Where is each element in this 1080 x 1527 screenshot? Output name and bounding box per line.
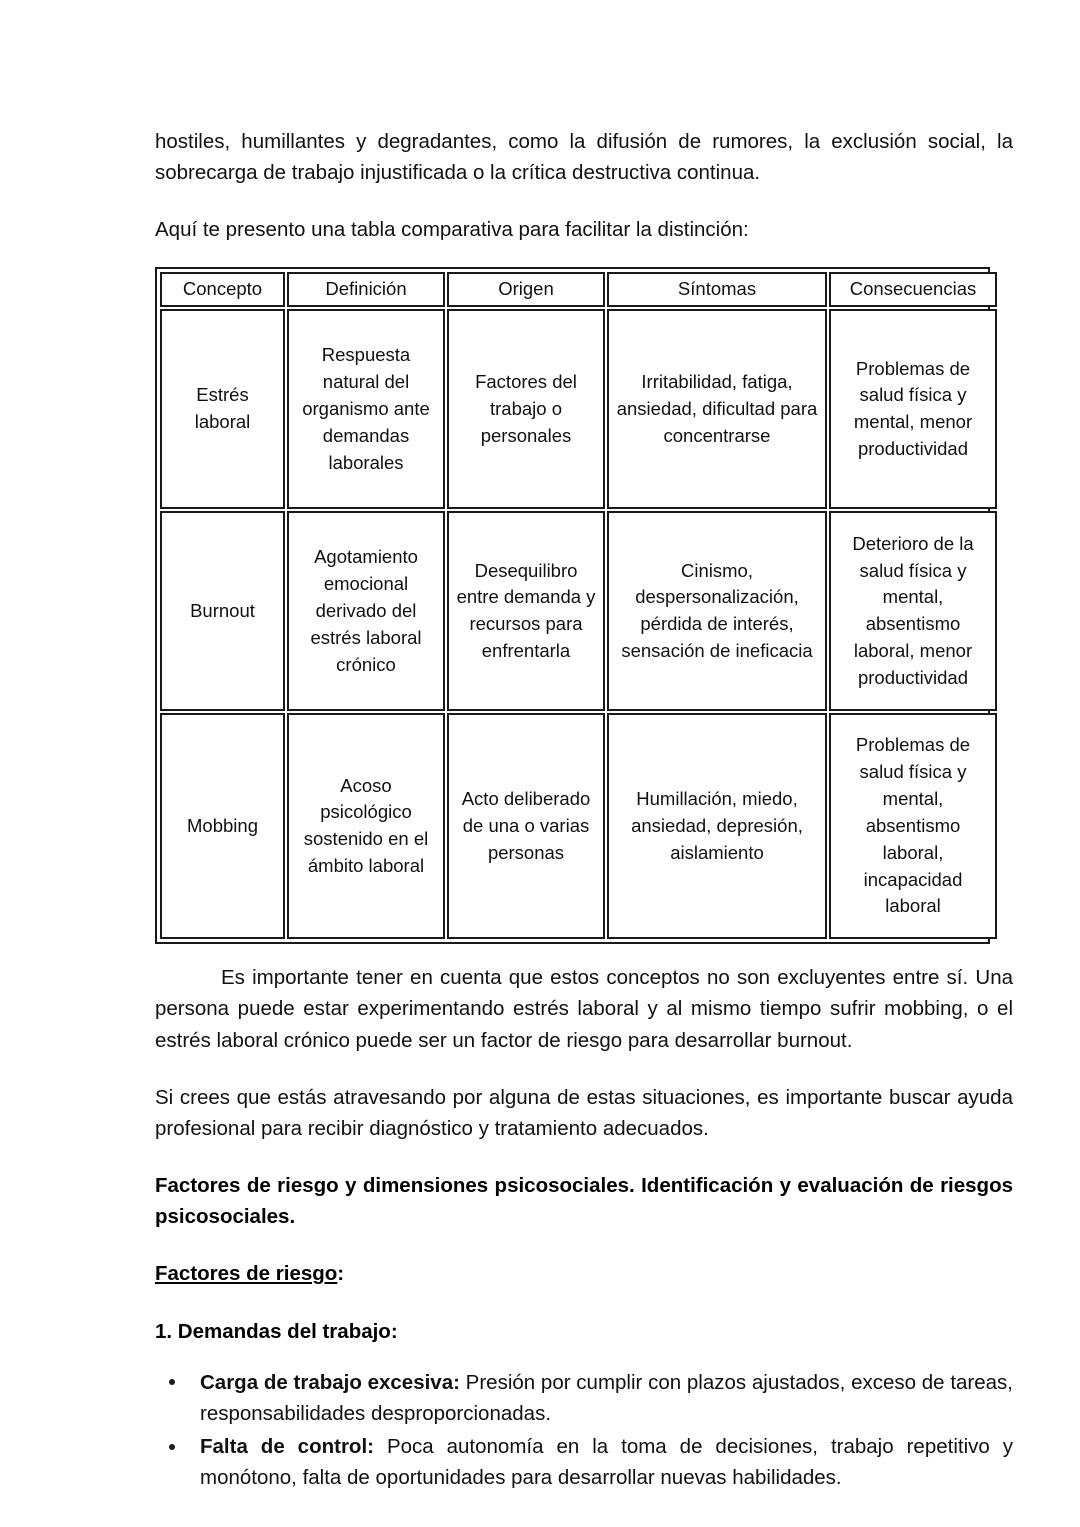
list-item-description: Presión por cumplir con plazos ajustados, exceso de tareas, responsabilidades desproporcionadas. [200, 1370, 1013, 1425]
document-content [155, 126, 1013, 1495]
table-header-definicion: Definición [287, 272, 445, 307]
table-row [160, 713, 997, 939]
cell-origen: Desequilibro entre demanda y recursos para enfrentarla [447, 511, 605, 711]
comparison-table [158, 270, 999, 941]
list-item-term: Carga de trabajo excesiva: [200, 1370, 460, 1394]
list-item-description: Poca autonomía en la toma de decisiones, trabajo repetitivo y monótono, falta de oportunidades para desarrollar nuevas habilidades. [200, 1435, 1013, 1490]
table-row [160, 309, 997, 509]
cell-consecuencias: Problemas de salud física y mental, absentismo laboral, incapacidad laboral [829, 713, 997, 939]
cell-concepto: Mobbing [160, 713, 285, 939]
numbered-heading-demandas: 1. Demandas del trabajo: [155, 1319, 398, 1343]
paragraph-after-table-2: Si crees que estás atravesando por alguna de estas situaciones, es importante buscar ayuda profesional para recibir diagnóstico y tratamiento adecuados. [155, 1085, 1013, 1140]
cell-consecuencias: Problemas de salud física y mental, menor productividad [829, 309, 997, 509]
cell-definicion: Acoso psicológico sostenido en el ámbito laboral [287, 713, 445, 939]
subheading-underlined-text: Factores de riesgo [155, 1262, 338, 1286]
risk-factor-list [155, 1367, 1013, 1494]
paragraph-after-table-1: Es importante tener en cuenta que estos conceptos no son excluyentes entre sí. Una persona puede estar experimentando estrés laboral y al mismo tiempo sufrir mobbing, o el estrés laboral crónico puede ser un factor de riesgo para desarrollar burnout. [155, 966, 1013, 1052]
bullet-icon [169, 1444, 175, 1450]
subheading-factores-de-riesgo [155, 1258, 1013, 1289]
list-item [155, 1431, 1013, 1493]
section-heading: Factores de riesgo y dimensiones psicosociales. Identificación y evaluación de riesgos psicosociales. [155, 1174, 1013, 1229]
paragraph-table-lead: Aquí te presento una tabla comparativa para facilitar la distinción: [155, 218, 749, 242]
table-header-concepto: Concepto [160, 272, 285, 307]
table-header-row [160, 272, 997, 307]
subheading-colon: : [337, 1262, 345, 1286]
table-header-origen: Origen [447, 272, 605, 307]
cell-origen: Factores del trabajo o personales [447, 309, 605, 509]
cell-sintomas: Cinismo, despersonalización, pérdida de interés, sensación de ineficacia [607, 511, 827, 711]
cell-origen: Acto deliberado de una o varias personas [447, 713, 605, 939]
cell-sintomas: Irritabilidad, fatiga, ansiedad, dificultad para concentrarse [607, 309, 827, 509]
bullet-icon [169, 1379, 175, 1385]
comparison-table-wrapper [155, 267, 990, 944]
table-header-sintomas: Síntomas [607, 272, 827, 307]
table-header-consecuencias: Consecuencias [829, 272, 997, 307]
cell-definicion: Agotamiento emocional derivado del estrés laboral crónico [287, 511, 445, 711]
cell-concepto: Burnout [160, 511, 285, 711]
cell-definicion: Respuesta natural del organismo ante demandas laborales [287, 309, 445, 509]
cell-consecuencias: Deterioro de la salud física y mental, absentismo laboral, menor productividad [829, 511, 997, 711]
table-row [160, 511, 997, 711]
list-item-term: Falta de control: [200, 1435, 374, 1458]
cell-sintomas: Humillación, miedo, ansiedad, depresión, aislamiento [607, 713, 827, 939]
cell-concepto: Estrés laboral [160, 309, 285, 509]
list-item [155, 1367, 1013, 1429]
paragraph-intro: hostiles, humillantes y degradantes, como la difusión de rumores, la exclusión social, la sobrecarga de trabajo injustificada o la crítica destructiva continua. [155, 130, 1013, 185]
